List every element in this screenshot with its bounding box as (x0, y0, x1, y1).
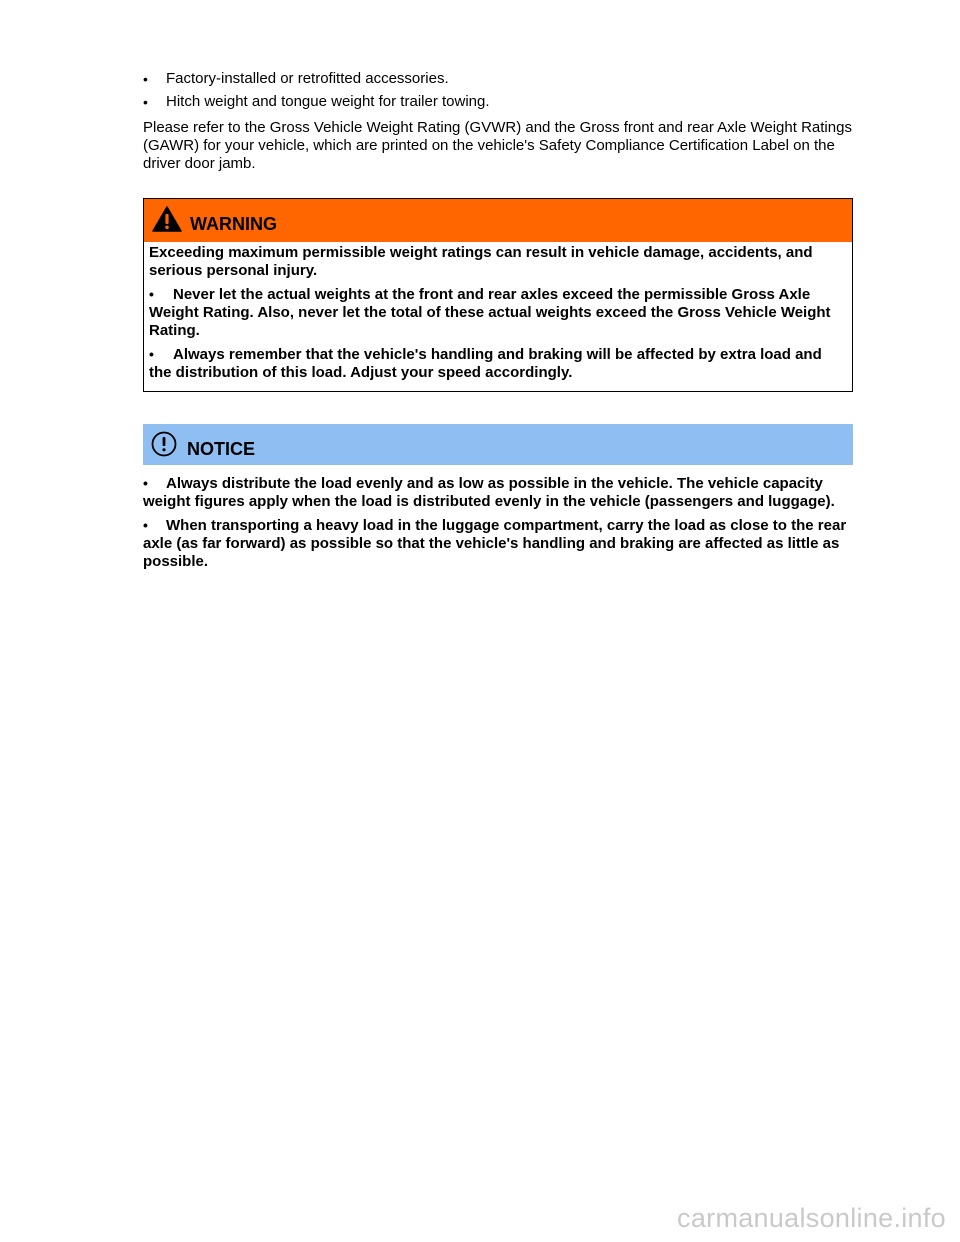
bullet-icon: • (143, 517, 148, 533)
notice-bullet-text: When transporting a heavy load in the luggage compartment, carry the load as close to the rear axle (as far forward) as possible so that the vehicle's handling and braking are affected as little as possible. (143, 517, 847, 570)
list-item (143, 93, 853, 111)
list-item (143, 516, 853, 571)
bullet-icon: • (149, 346, 154, 362)
warning-body (144, 242, 852, 391)
notice-bullet-text: Always distribute the load evenly and as low as possible in the vehicle. The vehicle capacity weight figures apply when the load is distributed evenly in the vehicle (passengers and luggage). (143, 475, 835, 510)
warning-triangle-icon (152, 206, 182, 237)
exclamation-circle-icon (150, 430, 178, 463)
list-item (143, 474, 853, 511)
notice-body (143, 474, 853, 571)
notice-title: NOTICE (187, 439, 256, 459)
warning-title: WARNING (190, 214, 277, 234)
warning-bullet-text: Always remember that the vehicle's handling and braking will be affected by extra load and the distribution of this load. Adjust your speed accordingly. (149, 346, 822, 381)
bullet-icon: • (143, 475, 148, 491)
gvwr-paragraph: Please refer to the Gross Vehicle Weight Rating (GVWR) and the Gross front and rear Axle Weight Ratings (GAWR) for your vehicle, which are printed on the vehicle's Safety Compliance Certification Label on the driver door jamb. (143, 119, 852, 172)
bullet-icon: • (143, 71, 148, 87)
warning-header (144, 199, 852, 242)
list-item-text: Hitch weight and tongue weight for trailer towing. (166, 93, 490, 110)
warning-box (143, 198, 853, 392)
bullet-icon: • (149, 286, 154, 302)
list-item-text: Factory-installed or retrofitted accessories. (166, 70, 449, 87)
accessories-list (143, 70, 853, 111)
list-item (149, 345, 847, 382)
warning-lead: Exceeding maximum permissible weight ratings can result in vehicle damage, accidents, and serious personal injury. (149, 244, 813, 279)
warning-bullet-text: Never let the actual weights at the front and rear axles exceed the permissible Gross Axle Weight Rating. Also, never let the total of these actual weights exceed the Gross Vehicle Weight Rating. (149, 286, 831, 339)
list-item (149, 285, 847, 340)
watermark: carmanualsonline.info (677, 1203, 946, 1233)
notice-header (143, 424, 853, 465)
list-item (143, 70, 853, 88)
page-content (143, 70, 853, 576)
bullet-icon: • (143, 94, 148, 110)
